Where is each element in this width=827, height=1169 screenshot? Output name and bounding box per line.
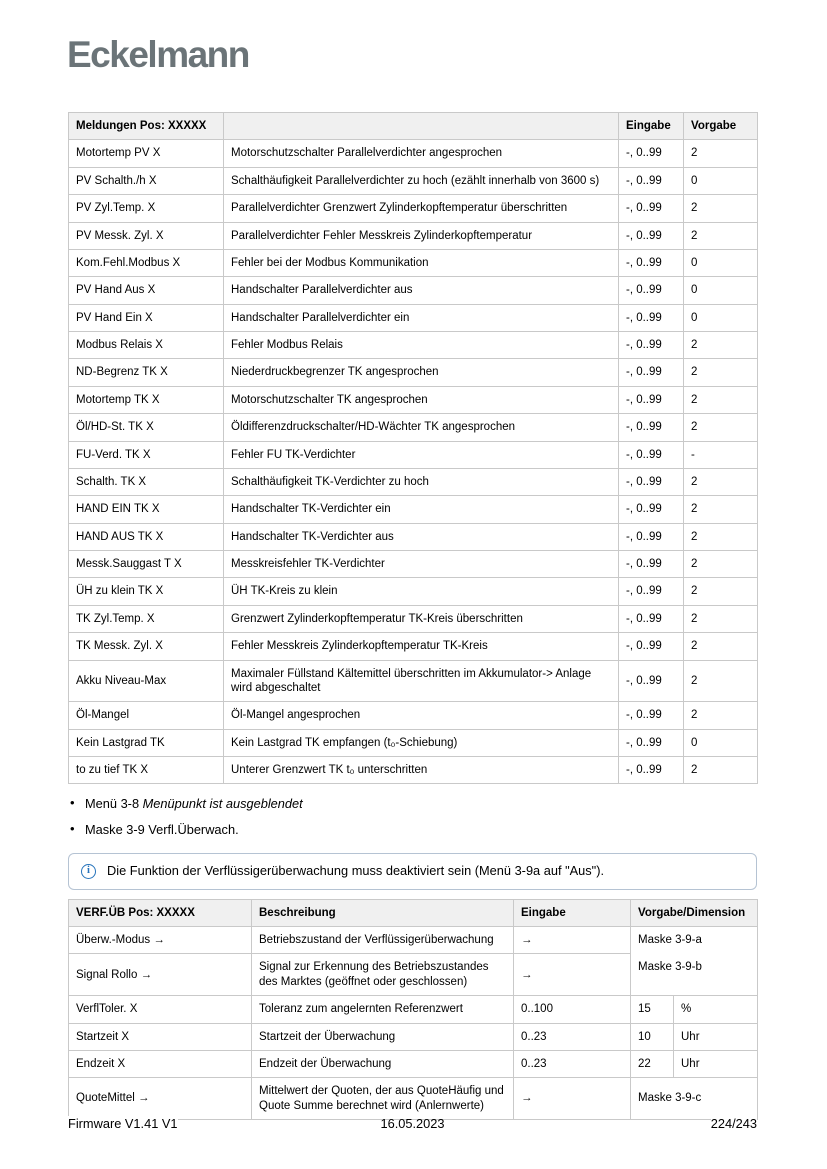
param-dimension-cell: % <box>674 996 758 1023</box>
table-row <box>69 249 758 276</box>
param-dimension-cell: Uhr <box>674 1023 758 1050</box>
message-name-cell: Öl-Mangel <box>69 702 224 729</box>
message-name-cell: Schalth. TK X <box>69 468 224 495</box>
param-name-cell: Überw.-Modus → <box>69 927 252 954</box>
param-vorgabe-cell: Maske 3-9-c <box>631 1078 758 1120</box>
message-name-cell: HAND AUS TK X <box>69 523 224 550</box>
message-vorgabe-cell: 2 <box>684 660 758 702</box>
message-vorgabe-cell: 2 <box>684 140 758 167</box>
table-row <box>69 277 758 304</box>
message-vorgabe-cell: 2 <box>684 633 758 660</box>
message-desc-cell: Kein Lastgrad TK empfangen (t₀-Schiebung) <box>224 729 619 756</box>
message-vorgabe-cell: 2 <box>684 702 758 729</box>
message-desc-cell: Motorschutzschalter Parallelverdichter angesprochen <box>224 140 619 167</box>
message-name-cell: Motortemp PV X <box>69 140 224 167</box>
message-vorgabe-cell: 2 <box>684 359 758 386</box>
message-eingabe-cell: -, 0..99 <box>619 441 684 468</box>
bullet-icon: • <box>70 795 75 811</box>
table-row <box>69 1050 758 1077</box>
param-vorgabe-cell <box>631 927 758 996</box>
message-name-cell: ÜH zu klein TK X <box>69 578 224 605</box>
param-eingabe-cell: 0..100 <box>514 996 631 1023</box>
bullet-maske-3-9 <box>70 822 757 839</box>
message-vorgabe-cell: 0 <box>684 277 758 304</box>
message-vorgabe-cell: 0 <box>684 249 758 276</box>
message-desc-cell: Fehler bei der Modbus Kommunikation <box>224 249 619 276</box>
page-content <box>68 112 757 1120</box>
table-row <box>69 414 758 441</box>
message-desc-cell: Grenzwert Zylinderkopftemperatur TK-Kreis überschritten <box>224 605 619 632</box>
table-row <box>69 1023 758 1050</box>
message-desc-cell: Schalthäufigkeit Parallelverdichter zu hoch (ezählt innerhalb von 3600 s) <box>224 167 619 194</box>
meldungen-header-pos: Meldungen Pos: XXXXX <box>69 113 224 140</box>
bullet-menu-3-8-italic: Menüpunkt ist ausgeblendet <box>142 796 303 812</box>
message-vorgabe-cell: 2 <box>684 523 758 550</box>
message-desc-cell: Motorschutzschalter TK angesprochen <box>224 386 619 413</box>
bullet-menu-3-8 <box>70 796 757 813</box>
message-desc-cell: Fehler FU TK-Verdichter <box>224 441 619 468</box>
bullet-menu-3-8-prefix: Menü 3-8 <box>85 796 143 812</box>
message-name-cell: FU-Verd. TK X <box>69 441 224 468</box>
verfueb-header-pos: VERF.ÜB Pos: XXXXX <box>69 899 252 926</box>
param-name-cell: Signal Rollo → <box>69 954 252 996</box>
message-eingabe-cell: -, 0..99 <box>619 222 684 249</box>
table-row <box>69 386 758 413</box>
message-name-cell: Öl/HD-St. TK X <box>69 414 224 441</box>
info-note-box <box>68 853 757 890</box>
message-name-cell: Motortemp TK X <box>69 386 224 413</box>
message-eingabe-cell: -, 0..99 <box>619 277 684 304</box>
table-row <box>69 359 758 386</box>
message-name-cell: Messk.Sauggast T X <box>69 551 224 578</box>
meldungen-header-eingabe: Eingabe <box>619 113 684 140</box>
message-eingabe-cell: -, 0..99 <box>619 414 684 441</box>
meldungen-header-row <box>69 113 758 140</box>
bullet-list <box>68 796 757 838</box>
message-eingabe-cell: -, 0..99 <box>619 468 684 495</box>
param-eingabe-cell: → <box>514 1078 631 1120</box>
meldungen-table <box>68 112 758 784</box>
verfueb-header-eingabe: Eingabe <box>514 899 631 926</box>
message-eingabe-cell: -, 0..99 <box>619 249 684 276</box>
table-row <box>69 304 758 331</box>
message-vorgabe-cell: 2 <box>684 195 758 222</box>
message-eingabe-cell: -, 0..99 <box>619 523 684 550</box>
message-eingabe-cell: -, 0..99 <box>619 578 684 605</box>
message-name-cell: PV Hand Ein X <box>69 304 224 331</box>
message-desc-cell: Parallelverdichter Grenzwert Zylinderkopftemperatur überschritten <box>224 195 619 222</box>
message-vorgabe-cell: - <box>684 441 758 468</box>
message-name-cell: Akku Niveau-Max <box>69 660 224 702</box>
table-row <box>69 468 758 495</box>
message-vorgabe-cell: 2 <box>684 222 758 249</box>
message-name-cell: PV Schalth./h X <box>69 167 224 194</box>
param-name-cell: VerflToler. X <box>69 996 252 1023</box>
message-name-cell: PV Messk. Zyl. X <box>69 222 224 249</box>
param-eingabe-cell: → <box>514 954 631 996</box>
table-row <box>69 140 758 167</box>
table-row <box>69 996 758 1023</box>
maske-ref-b: Maske 3-9-b <box>638 961 702 974</box>
table-row <box>69 757 758 784</box>
message-vorgabe-cell: 2 <box>684 605 758 632</box>
table-row <box>69 729 758 756</box>
param-vorgabe-cell: 22 <box>631 1050 674 1077</box>
message-name-cell: TK Messk. Zyl. X <box>69 633 224 660</box>
table-row <box>69 1078 758 1120</box>
message-eingabe-cell: -, 0..99 <box>619 496 684 523</box>
message-desc-cell: Öldifferenzdruckschalter/HD-Wächter TK angesprochen <box>224 414 619 441</box>
message-name-cell: Kein Lastgrad TK <box>69 729 224 756</box>
info-icon: i <box>81 864 96 879</box>
table-row <box>69 222 758 249</box>
message-eingabe-cell: -, 0..99 <box>619 729 684 756</box>
page-footer <box>68 1116 757 1131</box>
maske-ref-a: Maske 3-9-a <box>638 934 702 946</box>
param-eingabe-cell: 0..23 <box>514 1023 631 1050</box>
table-row <box>69 167 758 194</box>
message-vorgabe-cell: 2 <box>684 757 758 784</box>
message-desc-cell: Parallelverdichter Fehler Messkreis Zylinderkopftemperatur <box>224 222 619 249</box>
message-desc-cell: ÜH TK-Kreis zu klein <box>224 578 619 605</box>
table-row <box>69 332 758 359</box>
param-name-cell: QuoteMittel → <box>69 1078 252 1120</box>
footer-date: 16.05.2023 <box>380 1116 445 1131</box>
footer-page-number: 224/243 <box>710 1116 757 1131</box>
message-desc-cell: Handschalter Parallelverdichter ein <box>224 304 619 331</box>
message-eingabe-cell: -, 0..99 <box>619 660 684 702</box>
message-name-cell: TK Zyl.Temp. X <box>69 605 224 632</box>
message-name-cell: Kom.Fehl.Modbus X <box>69 249 224 276</box>
param-eingabe-cell: 0..23 <box>514 1050 631 1077</box>
message-name-cell: PV Hand Aus X <box>69 277 224 304</box>
table-row <box>69 523 758 550</box>
message-desc-cell: Öl-Mangel angesprochen <box>224 702 619 729</box>
message-desc-cell: Maximaler Füllstand Kältemittel überschritten im Akkumulator-> Anlage wird abgeschaltet <box>224 660 619 702</box>
param-name-cell: Startzeit X <box>69 1023 252 1050</box>
bullet-icon: • <box>70 821 75 836</box>
table-row <box>69 578 758 605</box>
message-eingabe-cell: -, 0..99 <box>619 605 684 632</box>
verfueb-table <box>68 899 758 1120</box>
message-desc-cell: Schalthäufigkeit TK-Verdichter zu hoch <box>224 468 619 495</box>
message-name-cell: ND-Begrenz TK X <box>69 359 224 386</box>
param-vorgabe-cell: 10 <box>631 1023 674 1050</box>
message-name-cell: Modbus Relais X <box>69 332 224 359</box>
table-row <box>69 195 758 222</box>
footer-firmware-version: Firmware V1.41 V1 <box>68 1116 178 1131</box>
message-eingabe-cell: -, 0..99 <box>619 332 684 359</box>
table-row <box>69 633 758 660</box>
message-eingabe-cell: -, 0..99 <box>619 702 684 729</box>
verfueb-header-row <box>69 899 758 926</box>
param-desc-cell: Startzeit der Überwachung <box>252 1023 514 1050</box>
param-desc-cell: Mittelwert der Quoten, der aus QuoteHäufig und Quote Summe berechnet wird (Anlernwerte) <box>252 1078 514 1120</box>
message-vorgabe-cell: 0 <box>684 304 758 331</box>
param-eingabe-cell: → <box>514 927 631 954</box>
message-vorgabe-cell: 0 <box>684 167 758 194</box>
eckelmann-logo: Eckelmann <box>67 34 249 75</box>
message-eingabe-cell: -, 0..99 <box>619 140 684 167</box>
table-row <box>69 496 758 523</box>
message-desc-cell: Handschalter TK-Verdichter ein <box>224 496 619 523</box>
message-eingabe-cell: -, 0..99 <box>619 359 684 386</box>
message-eingabe-cell: -, 0..99 <box>619 757 684 784</box>
param-desc-cell: Signal zur Erkennung des Betriebszustandes des Marktes (geöffnet oder geschlossen) <box>252 954 514 996</box>
param-vorgabe-cell: 15 <box>631 996 674 1023</box>
message-eingabe-cell: -, 0..99 <box>619 633 684 660</box>
message-name-cell: HAND EIN TK X <box>69 496 224 523</box>
message-vorgabe-cell: 2 <box>684 386 758 413</box>
message-eingabe-cell: -, 0..99 <box>619 167 684 194</box>
message-vorgabe-cell: 0 <box>684 729 758 756</box>
message-vorgabe-cell: 2 <box>684 468 758 495</box>
meldungen-header-desc <box>224 113 619 140</box>
message-name-cell: PV Zyl.Temp. X <box>69 195 224 222</box>
message-desc-cell: Fehler Messkreis Zylinderkopftemperatur TK-Kreis <box>224 633 619 660</box>
message-desc-cell: Niederdruckbegrenzer TK angesprochen <box>224 359 619 386</box>
verfueb-header-beschreibung: Beschreibung <box>252 899 514 926</box>
message-desc-cell: Messkreisfehler TK-Verdichter <box>224 551 619 578</box>
message-vorgabe-cell: 2 <box>684 496 758 523</box>
message-eingabe-cell: -, 0..99 <box>619 386 684 413</box>
message-desc-cell: Handschalter Parallelverdichter aus <box>224 277 619 304</box>
param-name-cell: Endzeit X <box>69 1050 252 1077</box>
message-eingabe-cell: -, 0..99 <box>619 195 684 222</box>
message-vorgabe-cell: 2 <box>684 414 758 441</box>
message-name-cell: to zu tief TK X <box>69 757 224 784</box>
table-row <box>69 660 758 702</box>
table-row <box>69 927 758 954</box>
table-row <box>69 605 758 632</box>
bullet-maske-3-9-text: Maske 3-9 Verfl.Überwach. <box>85 822 239 837</box>
param-desc-cell: Toleranz zum angelernten Referenzwert <box>252 996 514 1023</box>
meldungen-header-vorgabe: Vorgabe <box>684 113 758 140</box>
message-desc-cell: Handschalter TK-Verdichter aus <box>224 523 619 550</box>
message-desc-cell: Unterer Grenzwert TK t₀ unterschritten <box>224 757 619 784</box>
message-vorgabe-cell: 2 <box>684 332 758 359</box>
table-row <box>69 551 758 578</box>
message-eingabe-cell: -, 0..99 <box>619 551 684 578</box>
verfueb-header-vorgabe-dimension: Vorgabe/Dimension <box>631 899 758 926</box>
message-eingabe-cell: -, 0..99 <box>619 304 684 331</box>
message-vorgabe-cell: 2 <box>684 551 758 578</box>
param-dimension-cell: Uhr <box>674 1050 758 1077</box>
table-row <box>69 441 758 468</box>
table-row <box>69 702 758 729</box>
param-desc-cell: Endzeit der Überwachung <box>252 1050 514 1077</box>
info-note-text: Die Funktion der Verflüssigerüberwachung muss deaktiviert sein (Menü 3-9a auf "Aus"). <box>107 862 605 878</box>
message-desc-cell: Fehler Modbus Relais <box>224 332 619 359</box>
param-desc-cell: Betriebszustand der Verflüssigerüberwachung <box>252 927 514 954</box>
message-vorgabe-cell: 2 <box>684 578 758 605</box>
